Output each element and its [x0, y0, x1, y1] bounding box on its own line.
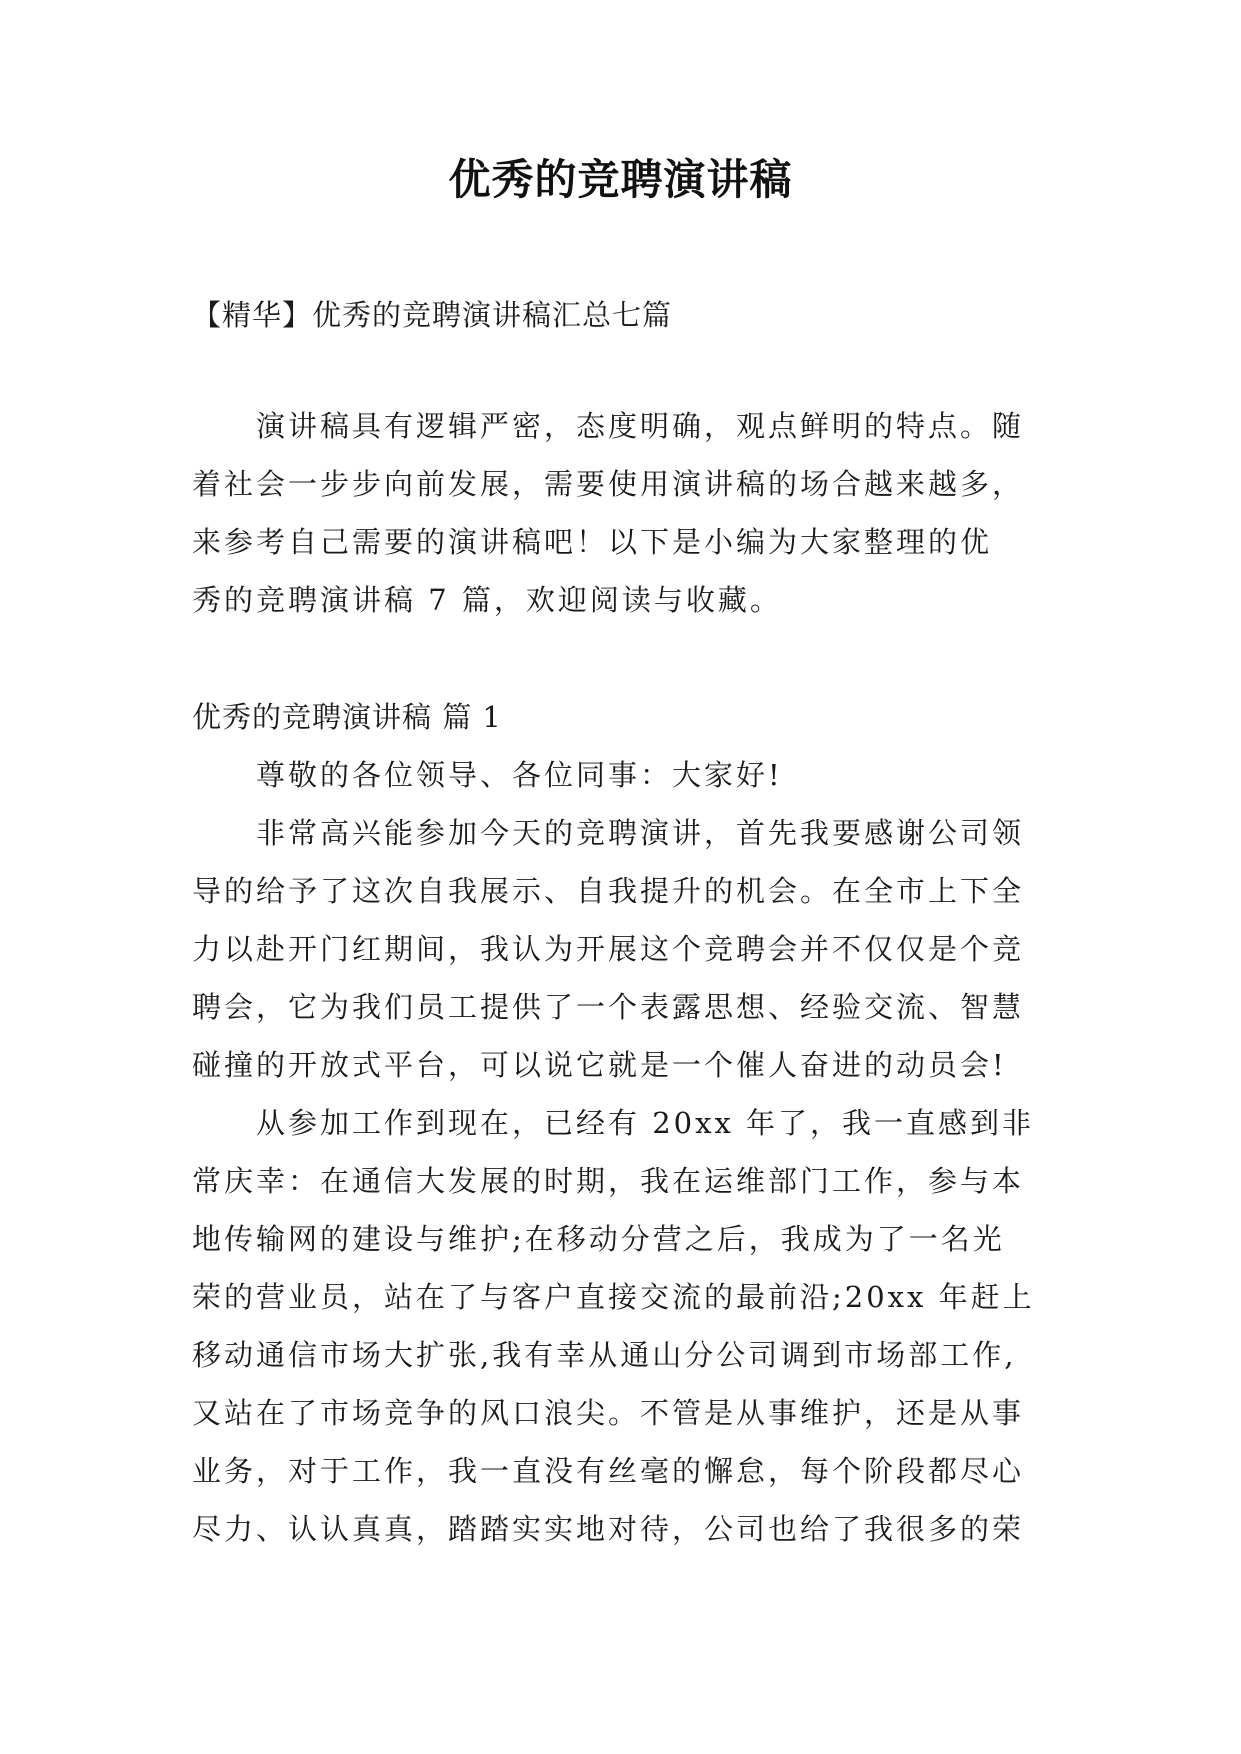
- intro-line: 演讲稿具有逻辑严密，态度明确，观点鲜明的特点。随: [256, 409, 1025, 443]
- paragraph2-line: 尽力、认认真真，踏踏实实地对待，公司也给了我很多的荣: [192, 1512, 1025, 1546]
- paragraph2-line: 移动通信市场大扩张,我有幸从通山分公司调到市场部工作,: [192, 1338, 1017, 1372]
- paragraph1-line: 导的给予了这次自我展示、自我提升的机会。在全市上下全: [192, 874, 1025, 908]
- paragraph1-line: 非常高兴能参加今天的竞聘演讲，首先我要感谢公司领: [256, 816, 1025, 850]
- paragraph2-line: 常庆幸：在通信大发展的时期，我在运维部门工作，参与本: [192, 1164, 1025, 1198]
- paragraph1-line: 碰撞的开放式平台，可以说它就是一个催人奋进的动员会!: [192, 1048, 1007, 1082]
- paragraph2-line: 荣的营业员，站在了与客户直接交流的最前沿;20xx 年赶上: [192, 1280, 1035, 1314]
- document-subtitle: 【精华】优秀的竞聘演讲稿汇总七篇: [192, 298, 673, 332]
- paragraph1-line: 力以赴开门红期间，我认为开展这个竞聘会并不仅仅是个竞: [192, 932, 1025, 966]
- paragraph2-line: 从参加工作到现在，已经有 20xx 年了，我一直感到非: [256, 1106, 1035, 1140]
- paragraph2-line: 地传输网的建设与维护;在移动分营之后，我成为了一名光: [192, 1222, 1005, 1256]
- greeting: 尊敬的各位领导、各位同事：大家好!: [256, 758, 783, 792]
- intro-line: 秀的竞聘演讲稿 7 篇，欢迎阅读与收藏。: [192, 583, 782, 617]
- paragraph1-line: 聘会，它为我们员工提供了一个表露思想、经验交流、智慧: [192, 990, 1025, 1024]
- paragraph2-line: 又站在了市场竞争的风口浪尖。不管是从事维护，还是从事: [192, 1396, 1025, 1430]
- document-title: 优秀的竞聘演讲稿: [448, 155, 793, 204]
- section-heading: 优秀的竞聘演讲稿 篇 1: [192, 700, 502, 734]
- paragraph2-line: 业务，对于工作，我一直没有丝毫的懈怠，每个阶段都尽心: [192, 1454, 1025, 1488]
- intro-line: 着社会一步步向前发展，需要使用演讲稿的场合越来越多，: [192, 467, 1025, 501]
- intro-line: 来参考自己需要的演讲稿吧！以下是小编为大家整理的优: [192, 525, 993, 559]
